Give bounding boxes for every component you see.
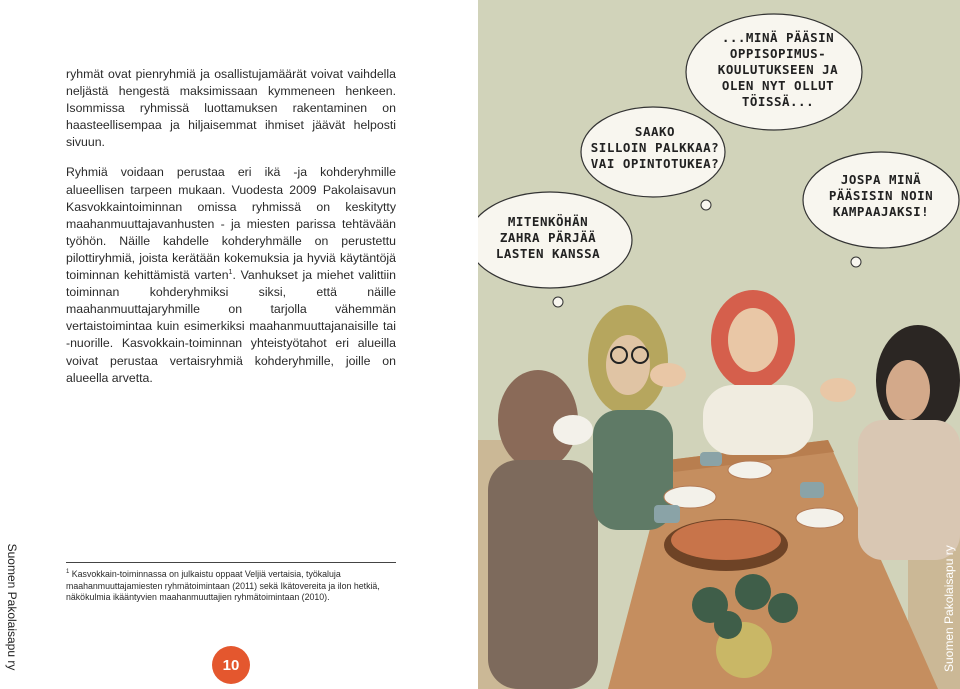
paragraph-2 (66, 164, 396, 386)
body-text (66, 66, 396, 387)
side-label-right: Suomen Pakolaisapu ry (942, 545, 956, 672)
illustration (478, 0, 960, 689)
speech-bubble-1: ...MINÄ PÄÄSIN OPPISOPIMUS- KOULUTUKSEEN JA OLEN NYT OLLUT TÖISSÄ... (717, 30, 839, 109)
footnote (66, 569, 396, 604)
footnote-marker: 1 (66, 569, 70, 576)
left-page (0, 0, 478, 689)
paragraph-1: ryhmät ovat pienryhmiä ja osallistujamäärät voivat vaihdella neljästä hengestä maksimissaan kymmeneen henkeen. Isommissa ryhmissä luottamuksen rakentaminen on haasteellisempaa ja hiljaisemmat ihmiset jäävät helposti sivuun. (66, 67, 396, 150)
paragraph-2-rest: . Vanhukset ja miehet valittiin toiminnan kohderyhmiksi siksi, että näille maahanmuuttajaryhmille on tarjolla vähemmän vertaistoimintaa kuin esimerkiksi maahanmuuttajanaisille tai -nuorille. Kasvokkain-toiminnan yhteistyötahot eri alueilla voivat perustaa vertaisryhmiä kohderyhmille, joille on alueella arvetta. (66, 268, 396, 385)
speech-bubble-3: JOSPA MINÄ PÄÄSISIN NOIN KAMPAAJAKSI! (828, 172, 934, 219)
page-number: 10 (212, 646, 250, 684)
paragraph-2-text: Ryhmiä voidaan perustaa eri ikä -ja kohderyhmille alueellisen tarpeen mukaan. Vuodesta 2009 Pakolaisavun Kasvokkaintoiminnan omissa ryhmissä on keskitytty maahanmuuttajavanhusten - ja miesten parissa tehtävään työhön. Näille kahdelle kohderyhmälle on perustettu pilottiryhmiä, joista kerätään kokemuksia ja hyviä käytäntöjä toiminnan kehittämistä varten (66, 165, 396, 283)
footnote-text: Kasvokkain-toiminnassa on julkaistu oppaat Veljiä vertaisia, työkaluja maahanmuuttajamiesten ryhmätoimintaan (2011) sekä Ikätovereita ja ilon hetkiä, näkökulmia ikääntyvien maahanmuuttajien ryhmätoimintaan (2010). (66, 569, 380, 603)
side-label-left: Suomen Pakolaisapu ry (5, 543, 19, 671)
speech-bubble-2: SAAKO SILLOIN PALKKAA? VAI OPINTOTUKEA? (590, 124, 720, 171)
footnote-reference[interactable]: 1 (228, 268, 233, 276)
footnote-divider (66, 562, 396, 563)
speech-bubble-4: MITENKÖHÄN ZAHRA PÄRJÄÄ LASTEN KANSSA (495, 214, 601, 261)
